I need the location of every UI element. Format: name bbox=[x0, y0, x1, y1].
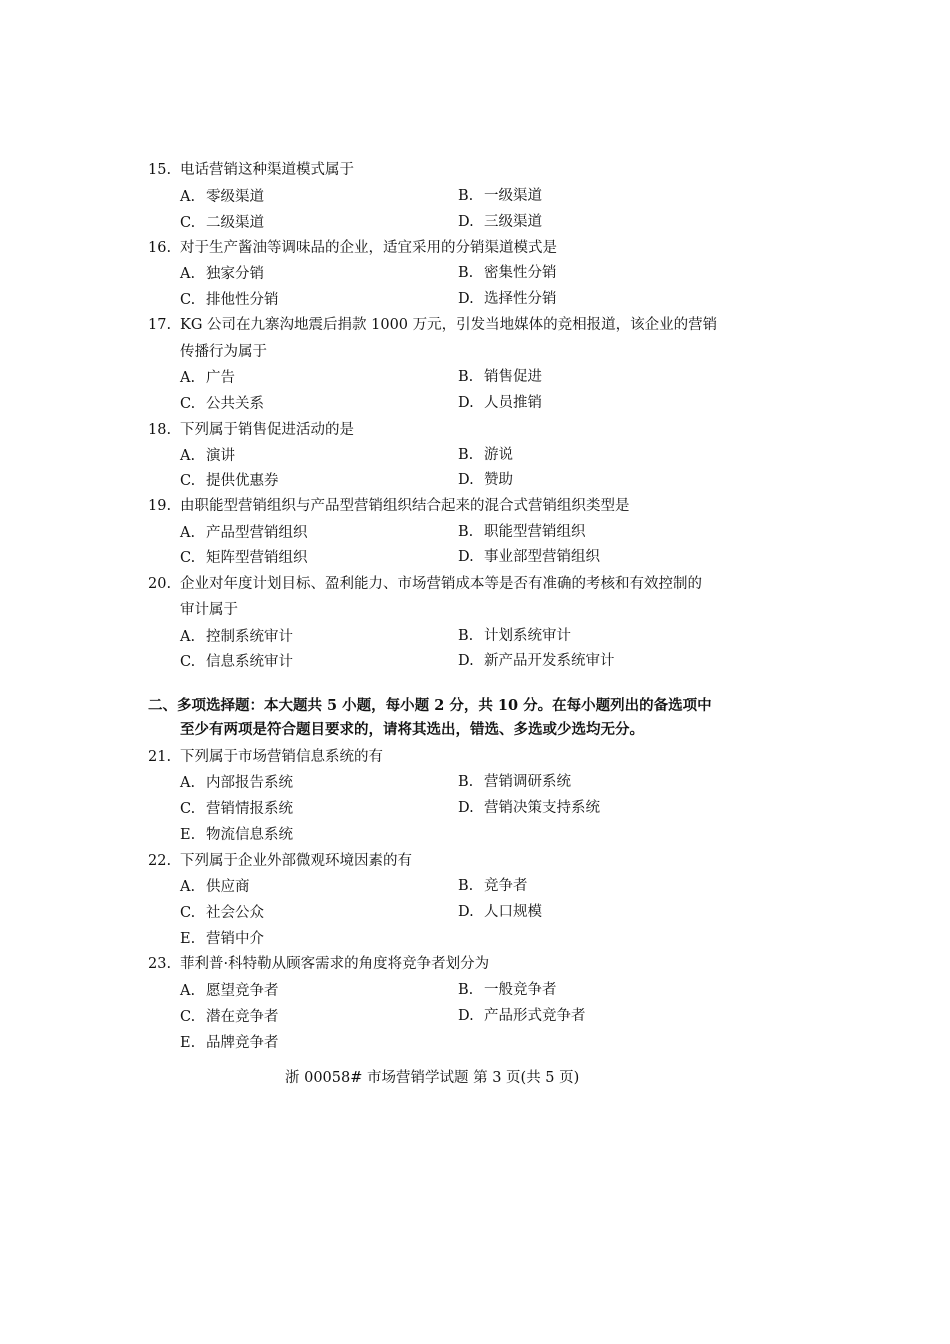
question-23 bbox=[148, 952, 489, 973]
option-e: E. 品牌竞争者 bbox=[180, 1035, 279, 1051]
option-b: B. 密集性分销 bbox=[458, 265, 557, 281]
question-17 bbox=[148, 313, 717, 334]
question-stem: 下列属于销售促进活动的是 bbox=[180, 422, 354, 438]
question-number: 15. bbox=[148, 162, 172, 178]
option-c: C. 矩阵型营销组织 bbox=[180, 550, 308, 566]
option-d: D. 赞助 bbox=[458, 472, 513, 488]
section-instructions: 至少有两项是符合题目要求的，请将其选出，错选、多选或少选均无分。 bbox=[180, 721, 644, 738]
question-number: 21. bbox=[148, 749, 172, 765]
option-c: C. 信息系统审计 bbox=[180, 654, 293, 670]
option-b: B. 销售促进 bbox=[458, 369, 542, 385]
question-22 bbox=[148, 849, 412, 870]
option-c: C. 公共关系 bbox=[180, 396, 264, 412]
option-a: A. 内部报告系统 bbox=[180, 775, 293, 791]
option-a: A. 供应商 bbox=[180, 879, 250, 895]
question-stem: 菲利普·科特勒从顾客需求的角度将竞争者划分为 bbox=[180, 956, 490, 972]
option-b: B. 一般竞争者 bbox=[458, 982, 557, 998]
question-number: 23. bbox=[148, 956, 172, 972]
option-c: C. 提供优惠券 bbox=[180, 473, 279, 489]
option-d: D. 选择性分销 bbox=[458, 291, 557, 307]
option-a: A. 广告 bbox=[180, 370, 235, 386]
question-stem: 下列属于企业外部微观环境因素的有 bbox=[180, 853, 412, 869]
question-18 bbox=[148, 418, 354, 439]
question-number: 19. bbox=[148, 498, 172, 514]
option-d: D. 新产品开发系统审计 bbox=[458, 653, 615, 669]
question-20 bbox=[148, 572, 702, 593]
option-a: A. 产品型营销组织 bbox=[180, 525, 308, 541]
question-19 bbox=[148, 494, 630, 515]
question-number: 20. bbox=[148, 576, 172, 592]
question-stem: KG 公司在九寨沟地震后捐款 1000 万元，引发当地媒体的竞相报道，该企业的营销 bbox=[180, 317, 718, 333]
option-e: E. 物流信息系统 bbox=[180, 827, 293, 843]
option-b: B. 竞争者 bbox=[458, 878, 528, 894]
option-d: D. 营销决策支持系统 bbox=[458, 800, 600, 816]
question-stem: 电话营销这种渠道模式属于 bbox=[180, 162, 354, 178]
question-stem: 对于生产酱油等调味品的企业，适宜采用的分销渠道模式是 bbox=[180, 240, 557, 256]
option-e: E. 营销中介 bbox=[180, 931, 264, 947]
option-a: A. 独家分销 bbox=[180, 266, 264, 282]
question-15 bbox=[148, 158, 354, 179]
option-d: D. 人口规模 bbox=[458, 904, 542, 920]
option-d: D. 事业部型营销组织 bbox=[458, 549, 600, 565]
option-d: D. 产品形式竞争者 bbox=[458, 1008, 586, 1024]
option-b: B. 一级渠道 bbox=[458, 188, 542, 204]
question-stem: 由职能型营销组织与产品型营销组织结合起来的混合式营销组织类型是 bbox=[180, 498, 630, 514]
question-number: 22. bbox=[148, 853, 172, 869]
option-a: A. 演讲 bbox=[180, 448, 235, 464]
page-footer: 浙 00058# 市场营销学试题 第 3 页(共 5 页) bbox=[285, 1070, 580, 1086]
option-a: A. 愿望竞争者 bbox=[180, 983, 279, 999]
option-b: B. 计划系统审计 bbox=[458, 628, 571, 644]
question-number: 16. bbox=[148, 240, 172, 256]
option-b: B. 职能型营销组织 bbox=[458, 524, 586, 540]
section-heading: 二、多项选择题：本大题共 5 小题，每小题 2 分，共 10 分。在每小题列出的备选项中 bbox=[148, 697, 712, 714]
question-stem: 下列属于市场营销信息系统的有 bbox=[180, 749, 383, 765]
question-16 bbox=[148, 236, 557, 257]
option-b: B. 游说 bbox=[458, 447, 513, 463]
question-stem-continued: 审计属于 bbox=[180, 602, 238, 618]
option-a: A. 零级渠道 bbox=[180, 189, 264, 205]
option-c: C. 潜在竞争者 bbox=[180, 1009, 279, 1025]
option-c: C. 排他性分销 bbox=[180, 292, 279, 308]
question-stem: 企业对年度计划目标、盈利能力、市场营销成本等是否有准确的考核和有效控制的 bbox=[180, 576, 702, 592]
question-number: 18. bbox=[148, 422, 172, 438]
option-d: D. 三级渠道 bbox=[458, 214, 542, 230]
option-b: B. 营销调研系统 bbox=[458, 774, 571, 790]
option-a: A. 控制系统审计 bbox=[180, 629, 293, 645]
option-c: C. 营销情报系统 bbox=[180, 801, 293, 817]
question-stem-continued: 传播行为属于 bbox=[180, 344, 267, 360]
question-21 bbox=[148, 745, 383, 766]
option-d: D. 人员推销 bbox=[458, 395, 542, 411]
question-number: 17. bbox=[148, 317, 172, 333]
option-c: C. 社会公众 bbox=[180, 905, 264, 921]
option-c: C. 二级渠道 bbox=[180, 215, 264, 231]
